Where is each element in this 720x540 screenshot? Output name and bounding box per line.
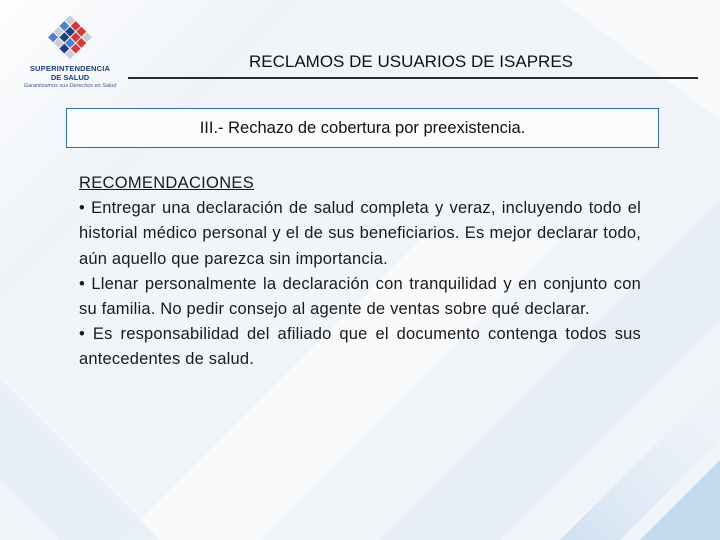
section-title-box [66, 108, 659, 148]
page-title: RECLAMOS DE USUARIOS DE ISAPRES [248, 52, 574, 71]
superintendencia-logo [18, 12, 122, 92]
title-divider [128, 77, 698, 79]
logo-mosaic-icon [18, 12, 122, 64]
recommendation-item: • Es responsabilidad del afiliado que el documento contenga todos sus antecedentes de salud. [79, 325, 641, 369]
recommendations-content [79, 171, 641, 373]
logo-tagline: Garantizamos sus Derechos en Salud [23, 83, 117, 89]
recommendation-item: • Entregar una declaración de salud completa y veraz, incluyendo todo el historial médico personal y el de sus beneficiarios. Es mejor declarar todo, aún aquello que parezca sin importancia. [79, 199, 641, 268]
section-title: III.- Rechazo de cobertura por preexistencia. [199, 118, 526, 137]
logo-text-line2: DE SALUD [50, 73, 90, 82]
recommendation-item: • Llenar personalmente la declaración con tranquilidad y en conjunto con su familia. No pedir consejo al agente de ventas sobre qué declarar. [79, 274, 641, 319]
recommendations-heading: RECOMENDACIONES [79, 174, 255, 192]
logo-text-line1: SUPERINTENDENCIA [29, 64, 111, 73]
